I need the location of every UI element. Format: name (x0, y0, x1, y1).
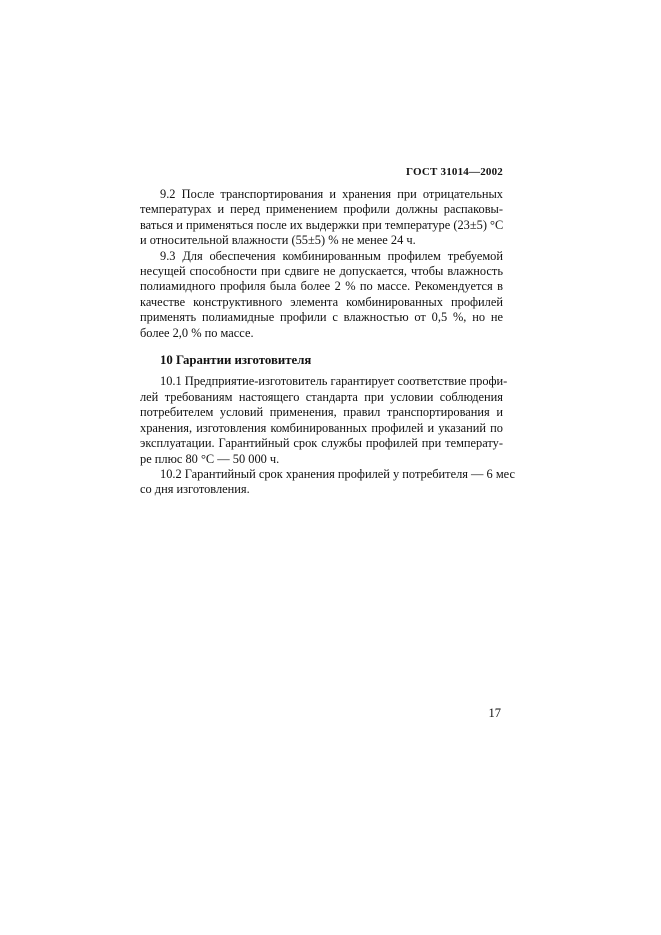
text-line: 10.2 Гарантийный срок хранения профилей у потребителя — 6 мес (160, 466, 515, 481)
text-line: со дня изготовления. (140, 482, 250, 497)
page-number: 17 (488, 706, 501, 720)
text-line: лей требованиям настоящего стандарта при условии соблюдения (140, 389, 503, 404)
section-10-title: 10 Гарантии изготовителя (160, 353, 312, 368)
text-line: несущей способности при сдвиге не допускается, чтобы влажность (140, 264, 503, 279)
text-line: ваться и применяться после их выдержки при температуре (23±5) °С (140, 217, 504, 232)
paragraph-10-2 (140, 466, 515, 498)
text-line: хранения, изготовления комбинированных профилей и указаний по (140, 420, 503, 435)
paragraph-10-1 (140, 374, 508, 466)
text-line: температурах и перед применением профили должны распаковы- (140, 202, 503, 217)
text-line: потребителем условий применения, правил транспортирования и (140, 405, 503, 420)
text-line: полиамидного профиля была более 2 % по массе. Рекомендуется в (140, 279, 503, 294)
text-line: качестве конструктивного элемента комбинированных профилей (140, 294, 503, 309)
text-line: 9.3 Для обеспечения комбинированным профилем требуемой (160, 248, 503, 263)
text-line: 9.2 После транспортирования и хранения при отрицательных (160, 187, 503, 201)
text-line: применять полиамидные профили с влажностью от 0,5 %, но не (140, 310, 503, 325)
text-line: и относительной влажности (55±5) % не менее 24 ч. (140, 233, 416, 248)
text-line: 10.1 Предприятие-изготовитель гарантирует соответствие профи- (160, 374, 508, 389)
page-content (140, 187, 515, 498)
paragraph-9-3 (140, 249, 503, 341)
text-line: эксплуатации. Гарантийный срок службы профилей при температу- (140, 436, 503, 451)
document-code-header: ГОСТ 31014—2002 (406, 166, 503, 178)
text-line: более 2,0 % по массе. (140, 325, 254, 340)
paragraph-9-2 (140, 187, 503, 249)
text-line: ре плюс 80 °С — 50 000 ч. (140, 451, 280, 466)
